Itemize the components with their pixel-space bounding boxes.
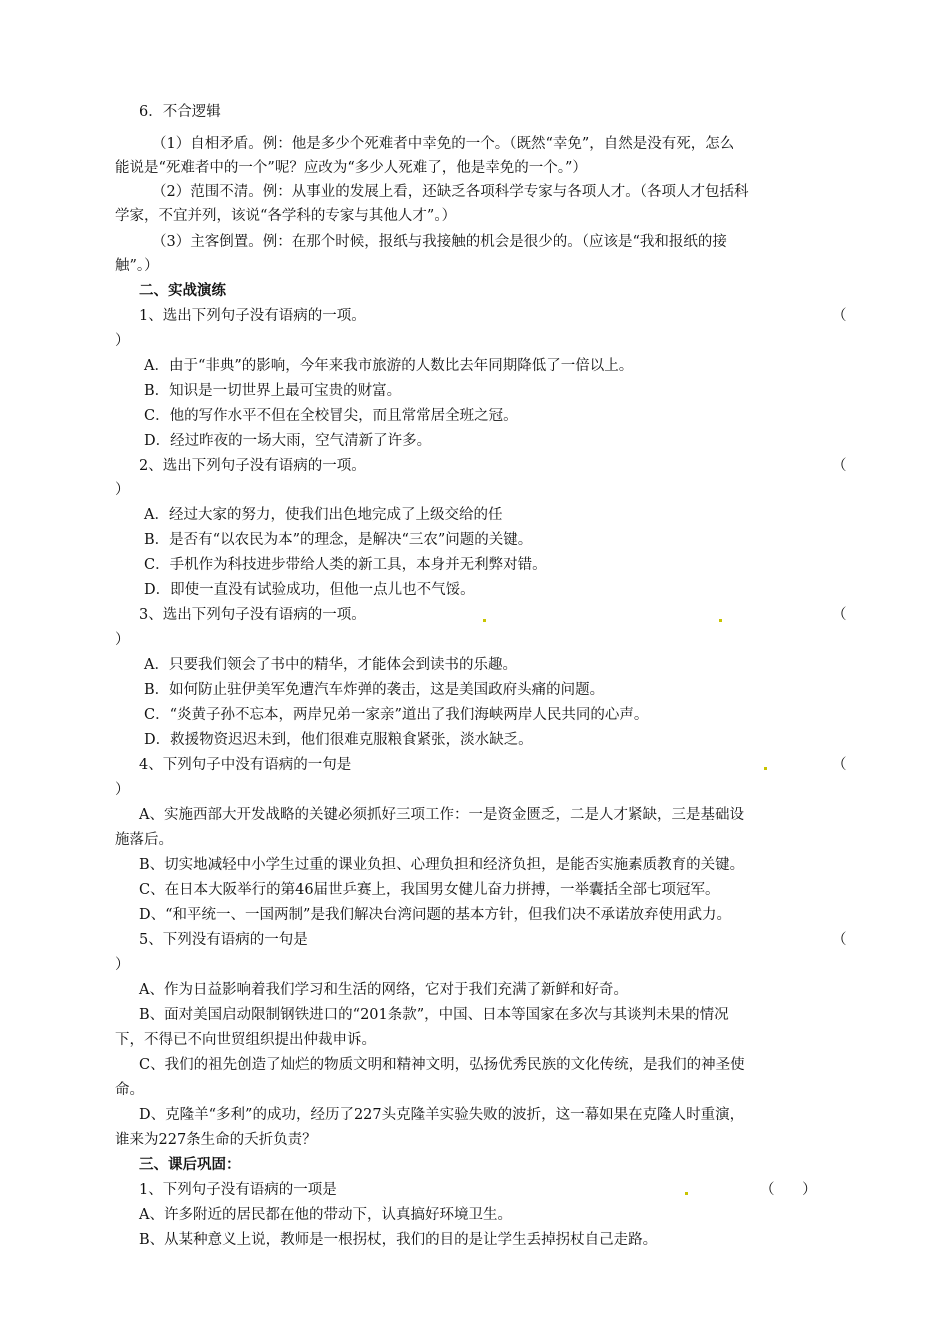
q2-answer-paren-close: ） bbox=[115, 482, 130, 498]
q2-option-a: A．经过大家的努力，使我们出色地完成了上级交给的任 bbox=[144, 507, 503, 523]
logic-item-2-line-1: （2）范围不清。例：从事业的发展上看，还缺乏各项科学专家与各项人才。（各项人才包括科 bbox=[152, 184, 749, 200]
q4-answer-paren-open: （ bbox=[832, 757, 847, 773]
review-q1-stem: 1、下列句子没有语病的一项是 bbox=[139, 1182, 337, 1198]
scan-mark bbox=[719, 619, 722, 622]
q4-option-a-line-2: 施落后。 bbox=[115, 832, 173, 848]
scan-mark bbox=[764, 767, 767, 770]
q3-option-a: A．只要我们领会了书中的精华，才能体会到读书的乐趣。 bbox=[144, 657, 517, 673]
q2-option-d: D．即使一直没有试验成功，但他一点儿也不气馁。 bbox=[144, 582, 475, 598]
q3-option-c: C．“炎黄子孙不忘本，两岸兄弟一家亲”道出了我们海峡两岸人民共同的心声。 bbox=[144, 707, 649, 723]
q5-answer-paren-close: ） bbox=[115, 957, 130, 973]
q4-option-b: B、切实地减轻中小学生过重的课业负担、心理负担和经济负担，是能否实施素质教育的关键。 bbox=[139, 857, 745, 873]
q1-option-d: D．经过昨夜的一场大雨，空气清新了许多。 bbox=[144, 433, 432, 449]
q4-option-a-line-1: A、实施西部大开发战略的关键必须抓好三项工作：一是资金匮乏，二是人才紧缺，三是基础设 bbox=[139, 807, 744, 823]
q1-option-a: A．由于“非典”的影响，今年来我市旅游的人数比去年同期降低了一倍以上。 bbox=[144, 358, 634, 374]
section-heading-practice: 二、实战演练 bbox=[139, 282, 226, 299]
q1-stem: 1、选出下列句子没有语病的一项。 bbox=[139, 308, 366, 324]
review-q1-answer-blank: （ ） bbox=[760, 1182, 817, 1198]
q4-option-d: D、“和平统一、一国两制”是我们解决台湾问题的基本方针，但我们决不承诺放弃使用武力。 bbox=[139, 907, 731, 923]
q3-stem: 3、选出下列句子没有语病的一项。 bbox=[139, 607, 366, 623]
q4-option-c: C、在日本大阪举行的第46届世乒赛上，我国男女健儿奋力拼搏，一举囊括全部七项冠军。 bbox=[139, 882, 720, 898]
logic-item-3-line-2: 触”。） bbox=[115, 258, 159, 274]
q3-answer-paren-close: ） bbox=[115, 632, 130, 648]
q5-option-c-line-2: 命。 bbox=[115, 1082, 144, 1098]
logic-item-3-line-1: （3）主客倒置。例：在那个时候，报纸与我接触的机会是很少的。（应该是“我和报纸的接 bbox=[152, 234, 727, 250]
review-q1-option-b: B、从某种意义上说，教师是一根拐杖，我们的目的是让学生丢掉拐杖自己走路。 bbox=[139, 1232, 658, 1248]
q5-option-c-line-1: C、我们的祖先创造了灿烂的物质文明和精神文明，弘扬优秀民族的文化传统，是我们的神圣使 bbox=[139, 1057, 745, 1073]
q1-option-b: B．知识是一切世界上最可宝贵的财富。 bbox=[144, 383, 402, 399]
q5-option-b-line-2: 下，不得已不向世贸组织提出仲裁申诉。 bbox=[115, 1032, 376, 1048]
q2-answer-paren-open: （ bbox=[832, 458, 847, 474]
q5-option-b-line-1: B、面对美国启动限制钢铁进口的“201条款”，中国、日本等国家在多次与其谈判未果的情况 bbox=[139, 1007, 729, 1023]
scan-mark bbox=[685, 1192, 688, 1195]
logic-item-2-line-2: 学家，不宜并列，该说“各学科的专家与其他人才”。） bbox=[115, 208, 457, 224]
q4-stem: 4、下列句子中没有语病的一句是 bbox=[139, 757, 352, 773]
q5-option-a: A、作为日益影响着我们学习和生活的网络，它对于我们充满了新鲜和好奇。 bbox=[139, 982, 628, 998]
q3-answer-paren-open: （ bbox=[832, 607, 847, 623]
scan-mark bbox=[483, 619, 486, 622]
logic-item-1-line-1: （1）自相矛盾。例：他是多少个死难者中幸免的一个。（既然“幸免”，自然是没有死，怎么 bbox=[152, 136, 735, 152]
q5-option-d-line-1: D、克隆羊“多利”的成功，经历了227头克隆羊实验失败的波折，这一幕如果在克隆人时重演， bbox=[139, 1107, 745, 1123]
q5-stem: 5、下列没有语病的一句是 bbox=[139, 932, 308, 948]
q2-option-b: B．是否有“以农民为本”的理念，是解决“三农”问题的关键。 bbox=[144, 532, 533, 548]
q1-option-c: C．他的写作水平不但在全校冒尖，而且常常居全班之冠。 bbox=[144, 408, 518, 424]
q3-option-b: B．如何防止驻伊美军免遭汽车炸弹的袭击，这是美国政府头痛的问题。 bbox=[144, 682, 605, 698]
q5-option-d-line-2: 谁来为227条生命的夭折负责？ bbox=[115, 1132, 317, 1148]
q1-answer-paren-close: ） bbox=[115, 333, 130, 349]
q3-option-d: D．救援物资迟迟未到，他们很难克服粮食紧张，淡水缺乏。 bbox=[144, 732, 533, 748]
q2-option-c: C．手机作为科技进步带给人类的新工具，本身并无利弊对错。 bbox=[144, 557, 547, 573]
logic-item-1-line-2: 能说是“死难者中的一个”呢？应改为“多少人死难了，他是幸免的一个。”） bbox=[115, 160, 587, 176]
q1-answer-paren-open: （ bbox=[832, 308, 847, 324]
q5-answer-paren-open: （ bbox=[832, 932, 847, 948]
section-title-logic: 6．不合逻辑 bbox=[139, 104, 221, 120]
q4-answer-paren-close: ） bbox=[115, 782, 130, 798]
section-heading-review: 三、课后巩固： bbox=[139, 1156, 241, 1173]
q2-stem: 2、选出下列句子没有语病的一项。 bbox=[139, 458, 366, 474]
review-q1-option-a: A、许多附近的居民都在他的带动下，认真搞好环境卫生。 bbox=[139, 1207, 512, 1223]
